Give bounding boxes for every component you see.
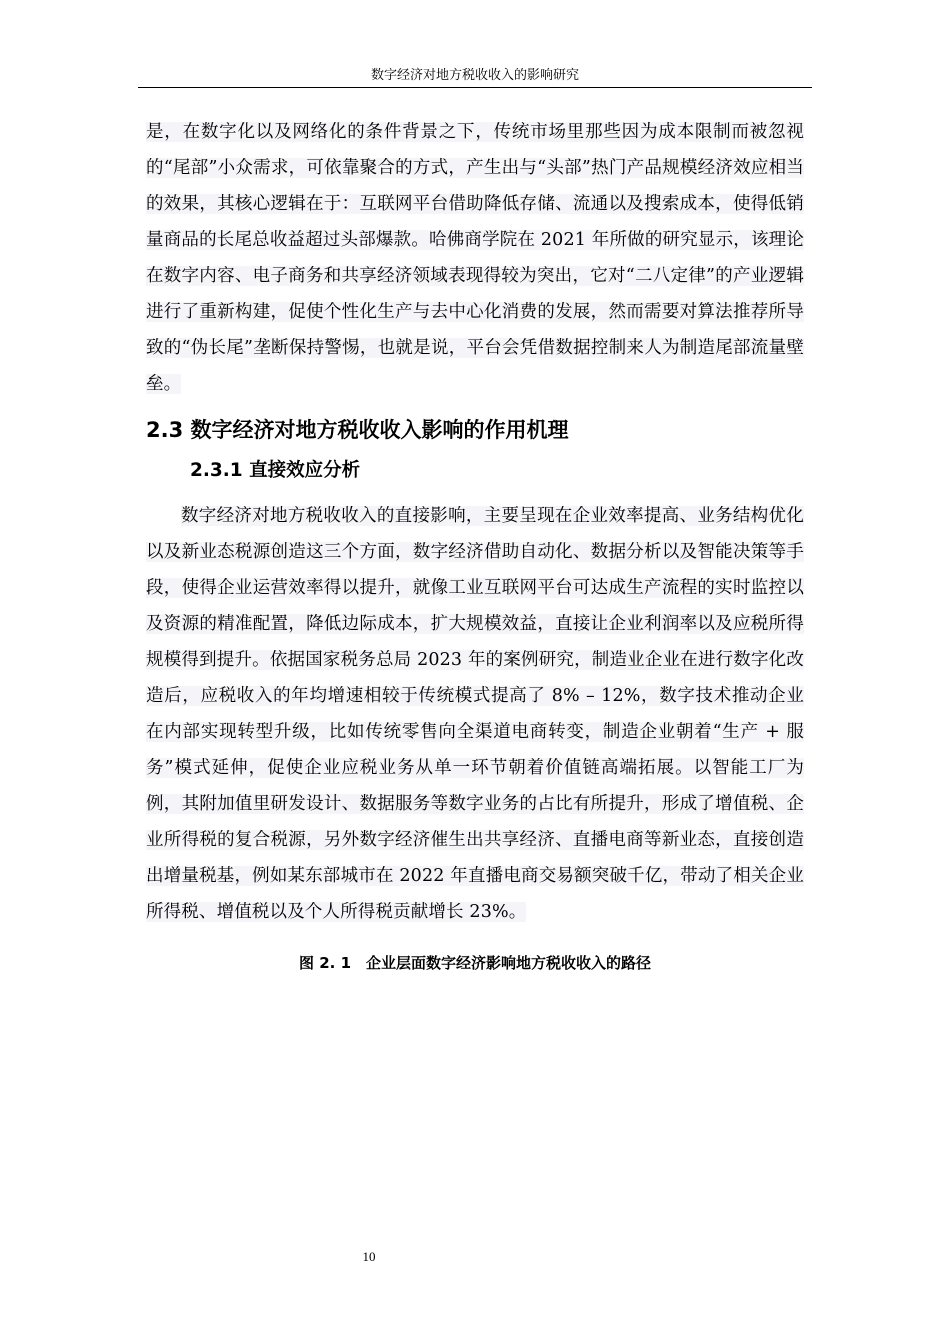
paragraph-text: 是，在数字化以及网络化的条件背景之下，传统市场里那些因为成本限制而被忽视的“尾部”小众需求，可依靠聚合的方式，产生出与“头部”热门产品规模经济效应相当的效果，其核心逻辑在于：互联网平台借助降低存储、流通以及搜索成本，使得低销量商品的长尾总收益超过头部爆款。哈佛商学院在 2021 年所做的研究显示，该理论在数字内容、电子商务和共享经济领域表现得较为突出，它对“二八定律”的产业逻辑进行了重新构建，促使个性化生产与去中心化消费的发展，然而需要对算法推荐所导致的“伪长尾”垄断保持警惕，也就是说，平台会凭借数据控制来人为制造尾部流量壁垒。 [146, 122, 804, 394]
paragraph-text: 数字经济对地方税收收入的直接影响，主要呈现在企业效率提高、业务结构优化以及新业态税源创造这三个方面，数字经济借助自动化、数据分析以及智能决策等手段，使得企业运营效率得以提升，就像工业互联网平台可达成生产流程的实时监控以及资源的精准配置，降低边际成本，扩大规模效益，直接让企业利润率以及应税所得规模得到提升。依据国家税务总局 2023 年的案例研究，制造业企业在进行数字化改造后，应税收入的年均增速相较于传统模式提高了 8% – 12%，数字技术推动企业在内部实现转型升级，比如传统零售向全渠道电商转变，制造企业朝着“生产 + 服务”模式延伸，促使企业应税业务从单一环节朝着价值链高端拓展。以智能工厂为例，其附加值里研发设计、数据服务等数字业务的占比有所提升，形成了增值税、企业所得税的复合税源，另外数字经济催生出共享经济、直播电商等新业态，直接创造出增量税基，例如某东部城市在 2022 年直播电商交易额突破千亿，带动了相关企业所得税、增值税以及个人所得税贡献增长 23%。 [146, 506, 804, 922]
figure-caption: 图 2. 1 企业层面数字经济影响地方税收收入的路径 [298, 954, 652, 972]
header-divider [138, 87, 812, 88]
section-heading: 2.3 数字经济对地方税收收入影响的作用机理 [146, 418, 569, 442]
subsection-heading: 2.3.1 直接效应分析 [190, 460, 361, 481]
body-paragraph [146, 498, 804, 930]
body-paragraph [146, 114, 804, 402]
document-body [146, 114, 804, 974]
running-header-title: 数字经济对地方税收收入的影响研究 [370, 68, 579, 83]
page-number: 10 [362, 1249, 376, 1264]
